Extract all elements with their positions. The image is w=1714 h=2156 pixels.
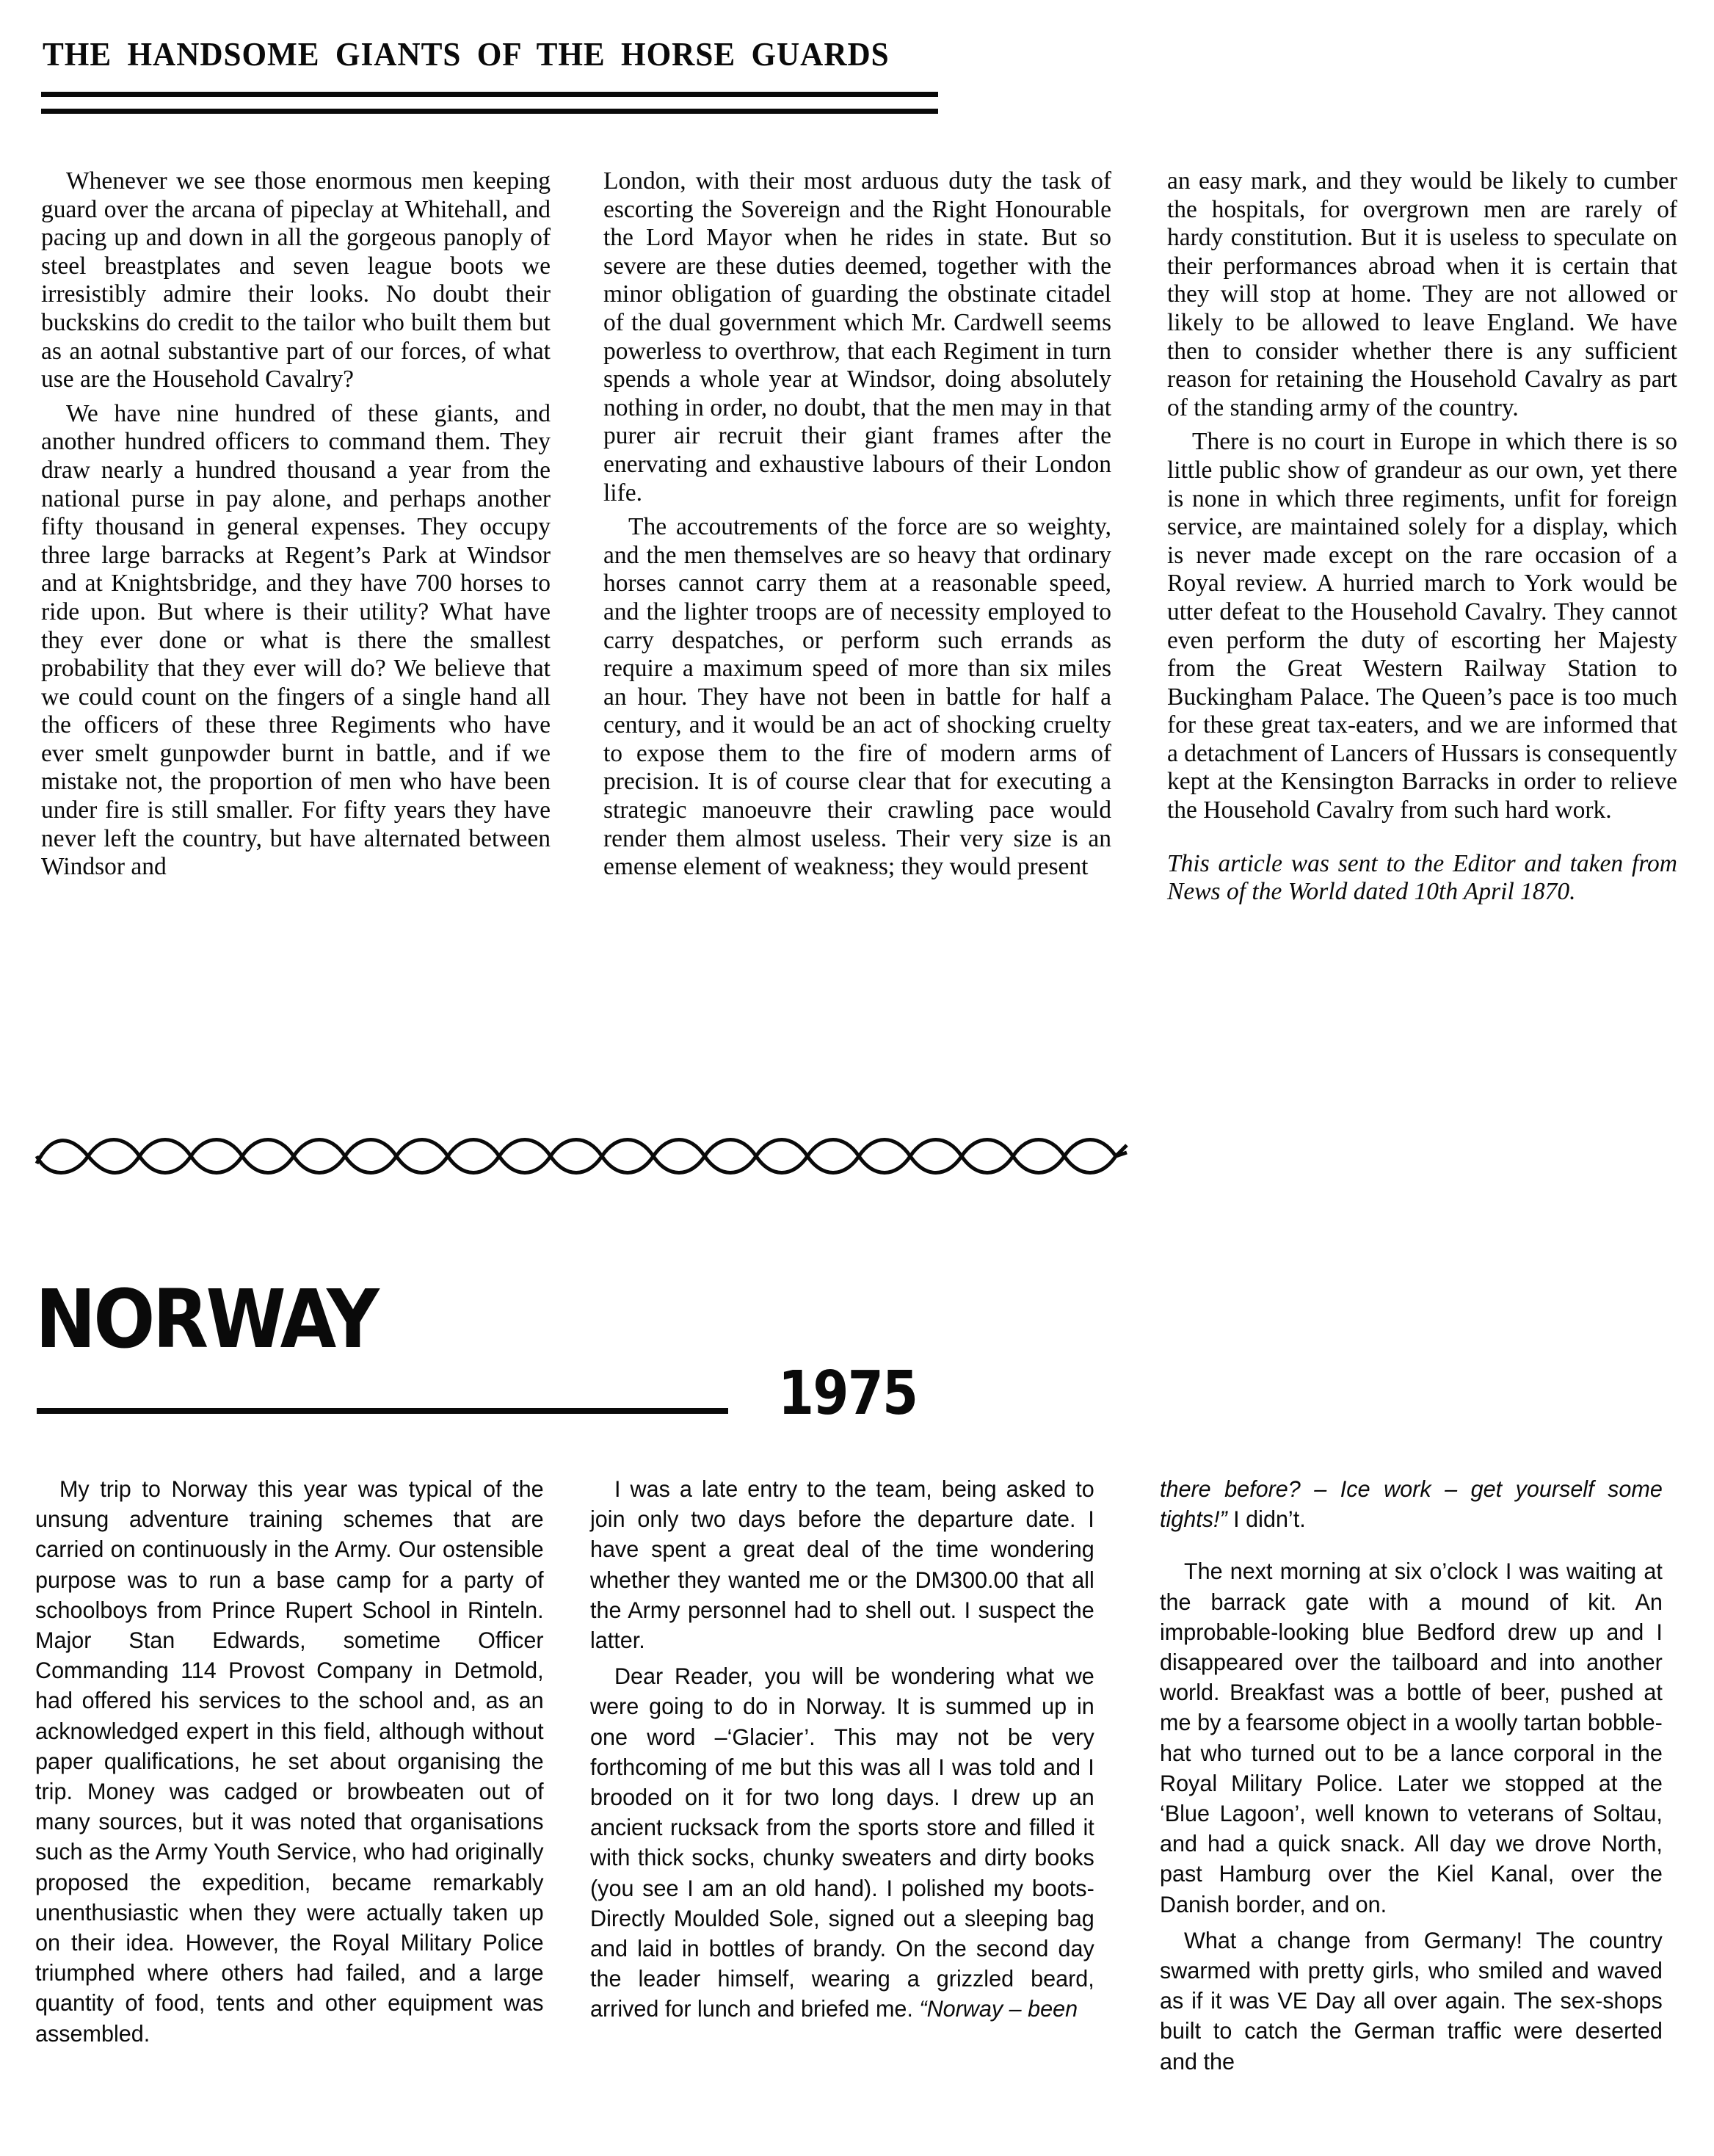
article1-column-2 bbox=[603, 167, 1111, 888]
paragraph bbox=[1160, 1474, 1663, 1534]
article-year: 1975 bbox=[778, 1359, 918, 1429]
title-rule-bottom bbox=[41, 109, 938, 114]
source-note: This article was sent to the Editor and taken from News of the World dated 10th April 1870. bbox=[1167, 849, 1677, 906]
article-title-horse-guards: THE HANDSOME GIANTS OF THE HORSE GUARDS bbox=[43, 36, 890, 73]
quote-end: there before? – Ice work – get yourself some tights!” bbox=[1160, 1476, 1663, 1533]
paragraph: What a change from Germany! The country swarmed with pretty girls, who smiled and waved as if it was VE Day all over again. The sex-shops built to catch the German traffic were deserted and the bbox=[1160, 1926, 1663, 2075]
paragraph-text: Dear Reader, you will be wondering what we were going to do in Norway. It is summed up in one word –‘Glacier’. This may not be very forthcoming of me but this was all I was told and I brooded on it for two long days. I drew up an ancient rucksack from the sports store and filled it with thick socks, chunky sweaters and dirty books (you see I am an old hand). I polished my boots-Directly Moulded Sole, signed out a sleeping bag and laid in bottles of brandy. On the second day the leader himself, wearing a grizzled beard, arrived for lunch and briefed me. bbox=[590, 1663, 1094, 2022]
article2-column-1 bbox=[35, 1474, 544, 2055]
paragraph-text: I didn’t. bbox=[1227, 1506, 1306, 1533]
paragraph: I was a late entry to the team, being asked to join only two days before the departure date. I have spent a great deal of the time wondering whether they wanted me or the DM300.00 that all the Army personnel had to shell out. I suspect the latter. bbox=[590, 1476, 1094, 1654]
paragraph: Whenever we see those enormous men keeping guard over the arcana of pipeclay at Whitehall, and pacing up and down in all the gorgeous panoply of steel breastplates and seven league boots we irresistibly admire their looks. No doubt their buckskins do credit to the tailor who built them but as an aotnal substantive part of our forces, of what use are the Household Cavalry? bbox=[41, 167, 551, 393]
norway-title-rule bbox=[37, 1408, 728, 1414]
paragraph: There is no court in Europe in which there is so little public show of grandeur as our own, yet there is none in which three regiments, unfit for foreign service, are maintained solely for a display, which is never made except on the rare occasion of a Royal review. A hurried march to York would be utter defeat to the Household Cavalry. They cannot even perform the duty of escorting her Majesty from the Great Western Railway Station to Buckingham Palace. The Queen’s pace is too much for these great tax-eaters, and we are informed that a detachment of Lancers of Hussars is consequently kept at the Kensington Barracks in order to relieve the Household Cavalry from such hard work. bbox=[1167, 428, 1677, 824]
paragraph bbox=[590, 1661, 1094, 2024]
article2-column-3 bbox=[1160, 1474, 1663, 2083]
article1-column-3 bbox=[1167, 167, 1677, 912]
quote-start: “Norway – been bbox=[919, 1995, 1078, 2022]
paragraph: We have nine hundred of these giants, and another hundred officers to command them. They draw nearly a hundred thousand a year from the national purse in pay alone, and perhaps another fifty thousand in general expenses. They occupy three large barracks at Regent’s Park at Windsor and at Knightsbridge, and they have 700 horses to ride upon. But where is their utility? What have they ever done or what is there the smallest probability that they ever will do? We believe that we could count on the fingers of a single hand all the officers of these three Regiments who have ever smelt gunpowder burnt in battle, and if we mistake not, the proportion of men who have been under fire is still smaller. For fifty years they have never left the country, but have alternated between Windsor and bbox=[41, 399, 551, 881]
article1-column-1 bbox=[41, 167, 551, 888]
paragraph: The next morning at six o’clock I was waiting at the barrack gate with a mound of kit. An improbable-looking blue Bedford drew up and I disappeared over the tailboard and into another world. Breakfast was a bottle of beer, pushed at me by a fearsome object in a woolly tartan bobble-hat who turned out to be a lance corporal in the Royal Military Police. Later we stopped at the ‘Blue Lagoon’, well known to veterans of Soltau, and had a quick snack. All day we drove North, past Hamburg over the Kiel Kanal, over the Danish border, and on. bbox=[1160, 1558, 1663, 1917]
paragraph: London, with their most arduous duty the task of escorting the Sovereign and the Right Honourable the Lord Mayor when he rides in state. But so severe are these duties deemed, together with the minor obligation of guarding the obstinate citadel of the dual government which Mr. Cardwell seems powerless to overthrow, that each Regiment in turn spends a whole year at Windsor, doing absolutely nothing in order, no doubt, that the men may in that purer air recruit their giant frames after the enervating and exhaustive labours of their London life. bbox=[603, 167, 1111, 507]
title-rule-top bbox=[41, 92, 938, 97]
paragraph: My trip to Norway this year was typical of the unsung adventure training schemes that are carried on continuously in the Army. Our ostensible purpose was to run a base camp for a party of schoolboys from Prince Rupert School in Rinteln. Major Stan Edwards, sometime Officer Commanding 114 Provost Company in Detmold, had offered his services to the school and, as an acknowledged expert in this field, although without paper qualifications, he set about organising the trip. Money was cadged or browbeaten out of many sources, but it was noted that organisations such as the Army Youth Service, who had originally proposed the expedition, became remarkably unenthusiastic when they were actually taken up on their idea. However, the Royal Military Police triumphed where others had failed, and a large quantity of food, tents and other equipment was assembled. bbox=[35, 1476, 544, 2047]
article2-column-2 bbox=[590, 1474, 1094, 2030]
article-title-norway: NORWAY bbox=[35, 1272, 377, 1366]
paragraph: an easy mark, and they would be likely to cumber the hospitals, for overgrown men are rarely of hardy constitution. But it is useless to speculate on their performances abroad when it is certain that they will stop at home. They are not allowed or likely to be allowed to leave England. We have then to consider whether there is any sufficient reason for retaining the Household Cavalry as part of the standing army of the country. bbox=[1167, 167, 1677, 421]
paragraph: The accoutrements of the force are so weighty, and the men themselves are so heavy that ordinary horses cannot carry them at a reasonable speed, and the lighter troops are of necessity employed to carry despatches, or perform such errands as require a maximum speed of more than six miles an hour. They have not been in battle for half a century, and it would be an act of shocking cruelty to expose them to the fire of modern arms of precision. It is of course clear that for executing a strategic manoeuvre their crawling pace would render them almost useless. Their very size is an emense element of weakness; they would present bbox=[603, 513, 1111, 881]
twisted-rope-divider-icon bbox=[29, 1130, 1145, 1182]
